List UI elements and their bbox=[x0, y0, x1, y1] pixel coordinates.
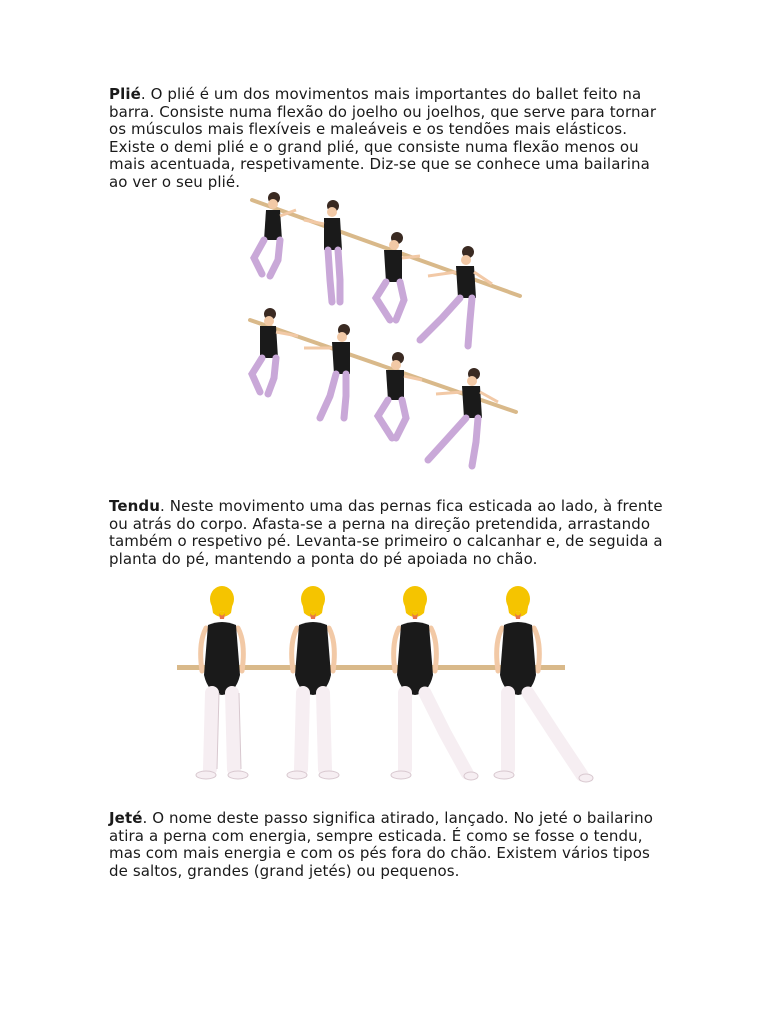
tendu-dancers-illustration bbox=[170, 583, 600, 786]
jete-body: . O nome deste passo significa atirado, lançado. No jeté o bailarino atira a perna com energia, sempre esticada. É como se fosse o tendu, mas com mais energia e com os pés fora do chão. Existem vários tipos de saltos, grandes (grand jetés) ou pequenos. bbox=[109, 809, 654, 880]
tendu-dancer-1 bbox=[196, 586, 248, 779]
tendu-dancer-2 bbox=[287, 586, 339, 779]
tendu-dancer-3 bbox=[391, 586, 478, 780]
plie-dancer-6 bbox=[304, 324, 350, 418]
plie-dancers-illustration bbox=[240, 190, 530, 475]
tendu-paragraph bbox=[109, 498, 669, 568]
jete-paragraph bbox=[109, 810, 669, 880]
plie-dancer-8 bbox=[428, 368, 498, 466]
tendu-title: Tendu bbox=[109, 497, 161, 515]
plie-body: . O plié é um dos movimentos mais importantes do ballet feito na barra. Consiste numa flexão do joelho ou joelhos, que serve para tornar os músculos mais flexíveis e maleáveis e os tendões mais elásticos. Existe o demi plié e o grand plié, que consiste numa flexão menos ou mais acentuada, respetivamente. Diz-se que se conhece uma bailarina ao ver o seu plié. bbox=[109, 85, 657, 191]
plie-title: Plié bbox=[109, 85, 141, 103]
plie-paragraph bbox=[109, 86, 669, 192]
jete-title: Jeté bbox=[109, 809, 143, 827]
plie-dancer-5 bbox=[252, 308, 298, 394]
tendu-dancer-4 bbox=[494, 586, 593, 782]
plie-dancer-2 bbox=[304, 200, 342, 302]
plie-dancer-4 bbox=[420, 246, 492, 346]
tendu-body: . Neste movimento uma das pernas fica esticada ao lado, à frente ou atrás do corpo. Afasta-se a perna na direção pretendida, arrastando também o respetivo pé. Levanta-se primeiro o calcanhar e, de seguida a planta do pé, mantendo a ponta do pé apoiada no chão. bbox=[109, 497, 663, 568]
